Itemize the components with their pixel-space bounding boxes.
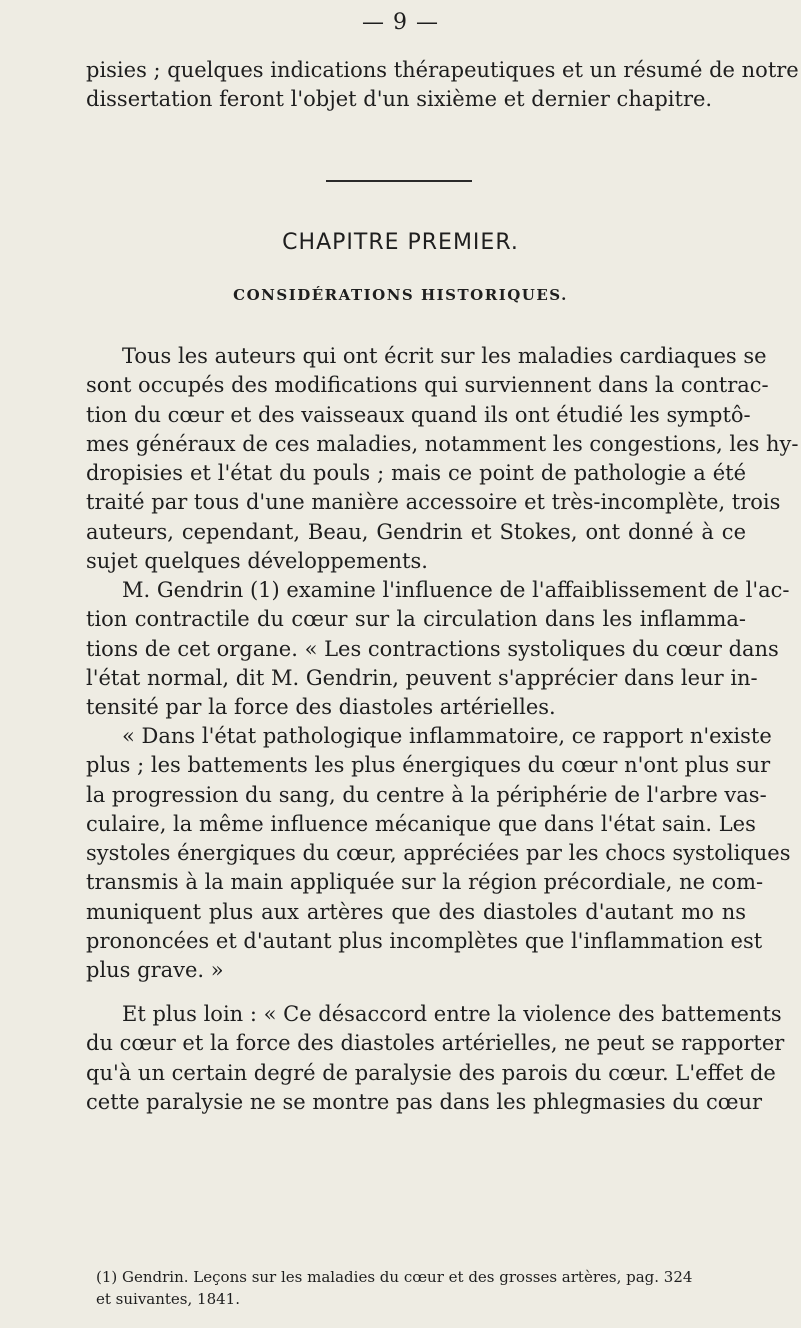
footnote-line: et suivantes, 1841. <box>96 1290 240 1308</box>
text-line: cette paralysie ne se montre pas dans les phlegmasies du cœur <box>86 1089 763 1114</box>
text-line: auteurs, cependant, Beau, Gendrin et Stokes, ont donné à ce <box>86 519 746 544</box>
paragraph-2 <box>86 576 790 722</box>
separator-rule <box>326 180 472 182</box>
text-line: « Dans l'état pathologique inflammatoire, ce rapport n'existe <box>122 724 772 748</box>
text-line: tions de cet organe. « Les contractions systoliques du cœur dans <box>86 636 779 661</box>
text-line: la progression du sang, du centre à la périphérie de l'arbre vas- <box>86 782 767 807</box>
chapter-title: CHAPITRE PREMIER. <box>282 230 519 255</box>
text-line: mes généraux de ces maladies, notamment les congestions, les hy- <box>86 431 799 456</box>
text-line: du cœur et la force des diastoles artérielles, ne peut se rapporter <box>86 1031 785 1056</box>
text-line: dissertation feront l'objet d'un sixième et dernier chapitre. <box>86 87 713 112</box>
text-line: Et plus loin : « Ce désaccord entre la violence des battements <box>122 1002 782 1026</box>
footnote-line: (1) Gendrin. Leçons sur les maladies du cœur et des grosses artères, pag. 324 <box>96 1268 693 1286</box>
chapter-subtitle: CONSIDÉRATIONS HISTORIQUES. <box>233 286 568 304</box>
text-line: muniquent plus aux artères que des diastoles d'autant mo ns <box>86 899 746 924</box>
text-line: tion contractile du cœur sur la circulation dans les inflamma- <box>86 607 746 632</box>
text-line: l'état normal, dit M. Gendrin, peuvent s'apprécier dans leur in- <box>86 665 758 690</box>
text-line: prononcées et d'autant plus incomplètes que l'inflammation est <box>86 929 763 954</box>
text-line: transmis à la main appliquée sur la région précordiale, ne com- <box>86 870 764 895</box>
paragraph-1 <box>86 342 799 576</box>
text-line: sujet quelques développements. <box>86 549 428 574</box>
page-number: — 9 — <box>362 10 439 35</box>
text-line: Tous les auteurs qui ont écrit sur les maladies cardiaques se <box>122 344 767 368</box>
text-line: pisies ; quelques indications thérapeutiques et un résumé de notre <box>86 58 799 82</box>
text-line: sont occupés des modifications qui surviennent dans la contrac- <box>86 373 769 398</box>
text-line: qu'à un certain degré de paralysie des parois du cœur. L'effet de <box>86 1060 776 1085</box>
paragraph-3 <box>86 722 791 986</box>
text-line: M. Gendrin (1) examine l'influence de l'affaiblissement de l'ac- <box>122 578 790 602</box>
text-line: plus ; les battements les plus énergiques du cœur n'ont plus sur <box>86 753 771 778</box>
text-line: culaire, la même influence mécanique que dans l'état sain. Les <box>86 811 756 836</box>
text-line: dropisies et l'état du pouls ; mais ce point de pathologie a été <box>86 461 746 486</box>
footnote <box>96 1266 746 1310</box>
text-line: systoles énergiques du cœur, appréciées par les chocs systoliques <box>86 841 791 866</box>
text-line: tion du cœur et des vaisseaux quand ils ont étudié les symptô- <box>86 402 751 427</box>
text-line: traité par tous d'une manière accessoire et très-incomplète, trois <box>86 490 781 515</box>
text-line: tensité par la force des diastoles artérielles. <box>86 695 556 720</box>
text-line: plus grave. » <box>86 958 224 983</box>
intro-text <box>86 56 799 115</box>
paragraph-4 <box>86 1000 785 1117</box>
